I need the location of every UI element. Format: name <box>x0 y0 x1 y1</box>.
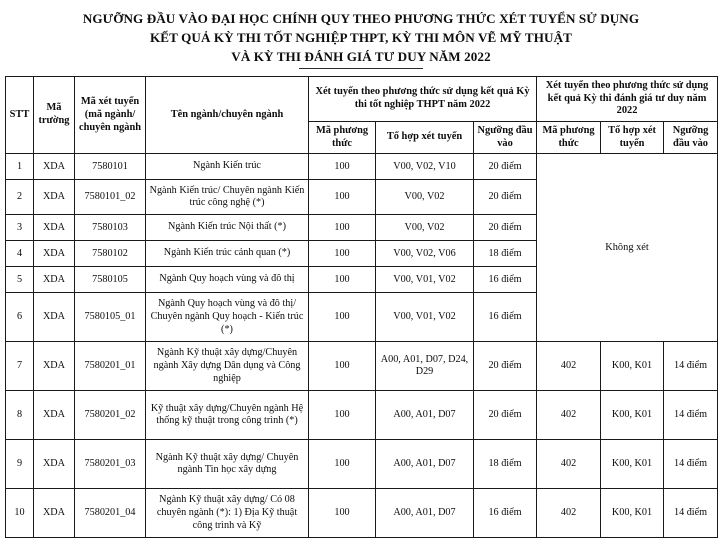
cell-ten-nganh: Ngành Kiến trúc Nội thất (*) <box>146 215 309 241</box>
cell-stt: 1 <box>6 154 34 180</box>
cell-ma-phuong-thuc-tu-duy: 402 <box>537 391 601 440</box>
cell-to-hop: A00, A01, D07 <box>376 391 474 440</box>
cell-ten-nganh: Ngành Quy hoạch vùng và đô thị <box>146 267 309 293</box>
cell-ma-truong: XDA <box>34 440 75 489</box>
cell-khong-xet: Không xét <box>537 154 718 342</box>
table-row <box>6 154 718 180</box>
admission-table-wrapper <box>5 76 717 538</box>
cell-nguong: 16 điểm <box>474 489 537 538</box>
cell-nguong-tu-duy: 14 điểm <box>664 489 718 538</box>
cell-ma-xet-tuyen: 7580201_03 <box>75 440 146 489</box>
cell-to-hop-tu-duy: K00, K01 <box>601 391 664 440</box>
cell-ma-truong: XDA <box>34 215 75 241</box>
cell-ten-nganh: Ngành Kiến trúc <box>146 154 309 180</box>
page-title <box>0 0 722 67</box>
table-row <box>6 391 718 440</box>
header-nguong-tu-duy: Ngưỡng đầu vào <box>664 122 718 154</box>
cell-stt: 7 <box>6 342 34 391</box>
cell-ma-xet-tuyen: 7580105 <box>75 267 146 293</box>
cell-nguong: 18 điểm <box>474 440 537 489</box>
cell-nguong: 16 điểm <box>474 293 537 342</box>
cell-stt: 2 <box>6 180 34 215</box>
cell-ten-nganh: Ngành Quy hoạch vùng và đô thị/ Chuyên ngành Quy hoạch - Kiến trúc (*) <box>146 293 309 342</box>
cell-ma-phuong-thuc: 100 <box>309 440 376 489</box>
cell-stt: 10 <box>6 489 34 538</box>
cell-ma-xet-tuyen: 7580201_04 <box>75 489 146 538</box>
cell-nguong: 20 điểm <box>474 215 537 241</box>
cell-nguong: 20 điểm <box>474 342 537 391</box>
header-row-top <box>6 76 718 121</box>
cell-ma-xet-tuyen: 7580102 <box>75 241 146 267</box>
cell-ma-phuong-thuc: 100 <box>309 215 376 241</box>
header-group-thpt: Xét tuyển theo phương thức sử dụng kết quả Kỳ thi tốt nghiệp THPT năm 2022 <box>309 76 537 121</box>
cell-ma-xet-tuyen: 7580105_01 <box>75 293 146 342</box>
cell-ma-phuong-thuc: 100 <box>309 342 376 391</box>
header-stt: STT <box>6 76 34 153</box>
cell-ma-xet-tuyen: 7580201_01 <box>75 342 146 391</box>
cell-ma-truong: XDA <box>34 391 75 440</box>
cell-ten-nganh: Ngành Kiến trúc cảnh quan (*) <box>146 241 309 267</box>
cell-to-hop: V00, V01, V02 <box>376 267 474 293</box>
cell-ma-phuong-thuc: 100 <box>309 267 376 293</box>
cell-ma-phuong-thuc-tu-duy: 402 <box>537 440 601 489</box>
header-group-tu-duy: Xét tuyển theo phương thức sử dụng kết quả Kỳ thi đánh giá tư duy năm 2022 <box>537 76 718 121</box>
cell-nguong: 18 điểm <box>474 241 537 267</box>
cell-to-hop: A00, A01, D07, D24, D29 <box>376 342 474 391</box>
cell-stt: 6 <box>6 293 34 342</box>
cell-ma-phuong-thuc: 100 <box>309 293 376 342</box>
cell-stt: 8 <box>6 391 34 440</box>
cell-to-hop: A00, A01, D07 <box>376 440 474 489</box>
title-line-3: VÀ KỲ THI ĐÁNH GIÁ TƯ DUY NĂM 2022 <box>231 48 490 67</box>
title-line-2: KẾT QUẢ KỲ THI TỐT NGHIỆP THPT, KỲ THI MÔN VẼ MỸ THUẬT <box>150 29 572 45</box>
cell-nguong: 20 điểm <box>474 391 537 440</box>
header-ma-xet-tuyen: Mã xét tuyển (mã ngành/ chuyên ngành <box>75 76 146 153</box>
table-row <box>6 489 718 538</box>
cell-ma-truong: XDA <box>34 293 75 342</box>
cell-stt: 9 <box>6 440 34 489</box>
admission-threshold-table <box>5 76 718 538</box>
table-body <box>6 154 718 538</box>
cell-to-hop: V00, V02 <box>376 180 474 215</box>
cell-to-hop: V00, V02, V06 <box>376 241 474 267</box>
cell-to-hop: A00, A01, D07 <box>376 489 474 538</box>
cell-ma-phuong-thuc: 100 <box>309 489 376 538</box>
cell-ten-nganh: Ngành Kỹ thuật xây dựng/ Chuyên ngành Tin học xây dựng <box>146 440 309 489</box>
cell-nguong-tu-duy: 14 điểm <box>664 391 718 440</box>
header-ten-nganh: Tên ngành/chuyên ngành <box>146 76 309 153</box>
cell-nguong: 20 điểm <box>474 180 537 215</box>
table-row <box>6 342 718 391</box>
table-header <box>6 76 718 153</box>
cell-stt: 3 <box>6 215 34 241</box>
cell-nguong: 16 điểm <box>474 267 537 293</box>
header-ma-truong: Mã trường <box>34 76 75 153</box>
cell-ma-xet-tuyen: 7580101_02 <box>75 180 146 215</box>
cell-ma-phuong-thuc: 100 <box>309 154 376 180</box>
cell-ma-phuong-thuc-tu-duy: 402 <box>537 342 601 391</box>
header-ma-phuong-thuc-tu-duy: Mã phương thức <box>537 122 601 154</box>
title-line-1: NGƯỠNG ĐẦU VÀO ĐẠI HỌC CHÍNH QUY THEO PHƯƠNG THỨC XÉT TUYỂN SỬ DỤNG <box>82 11 640 26</box>
cell-ten-nganh: Ngành Kiến trúc/ Chuyên ngành Kiến trúc công nghệ (*) <box>146 180 309 215</box>
cell-ten-nganh: Ngành Kỹ thuật xây dựng/Chuyên ngành Xây dựng Dân dụng và Công nghiệp <box>146 342 309 391</box>
cell-stt: 4 <box>6 241 34 267</box>
cell-ma-phuong-thuc: 100 <box>309 391 376 440</box>
cell-ma-truong: XDA <box>34 342 75 391</box>
cell-to-hop-tu-duy: K00, K01 <box>601 489 664 538</box>
cell-to-hop-tu-duy: K00, K01 <box>601 342 664 391</box>
cell-stt: 5 <box>6 267 34 293</box>
cell-ten-nganh: Kỹ thuật xây dựng/Chuyên ngành Hệ thống kỹ thuật trong công trình (*) <box>146 391 309 440</box>
cell-to-hop: V00, V01, V02 <box>376 293 474 342</box>
cell-ma-truong: XDA <box>34 489 75 538</box>
header-nguong-thpt: Ngưỡng đầu vào <box>474 122 537 154</box>
cell-nguong: 20 điểm <box>474 154 537 180</box>
cell-to-hop: V00, V02 <box>376 215 474 241</box>
cell-ma-xet-tuyen: 7580201_02 <box>75 391 146 440</box>
cell-nguong-tu-duy: 14 điểm <box>664 342 718 391</box>
header-to-hop-thpt: Tổ hợp xét tuyển <box>376 122 474 154</box>
cell-ma-phuong-thuc: 100 <box>309 241 376 267</box>
table-row <box>6 440 718 489</box>
cell-ma-truong: XDA <box>34 241 75 267</box>
cell-ma-truong: XDA <box>34 154 75 180</box>
cell-ma-xet-tuyen: 7580101 <box>75 154 146 180</box>
cell-to-hop-tu-duy: K00, K01 <box>601 440 664 489</box>
header-ma-phuong-thuc-thpt: Mã phương thức <box>309 122 376 154</box>
cell-to-hop: V00, V02, V10 <box>376 154 474 180</box>
cell-ma-phuong-thuc: 100 <box>309 180 376 215</box>
cell-ma-truong: XDA <box>34 180 75 215</box>
cell-ma-xet-tuyen: 7580103 <box>75 215 146 241</box>
cell-ten-nganh: Ngành Kỹ thuật xây dựng/ Có 08 chuyên ngành (*): 1) Địa Kỹ thuật công trình và Kỹ <box>146 489 309 538</box>
header-to-hop-tu-duy: Tổ hợp xét tuyển <box>601 122 664 154</box>
cell-ma-truong: XDA <box>34 267 75 293</box>
cell-nguong-tu-duy: 14 điểm <box>664 440 718 489</box>
cell-ma-phuong-thuc-tu-duy: 402 <box>537 489 601 538</box>
